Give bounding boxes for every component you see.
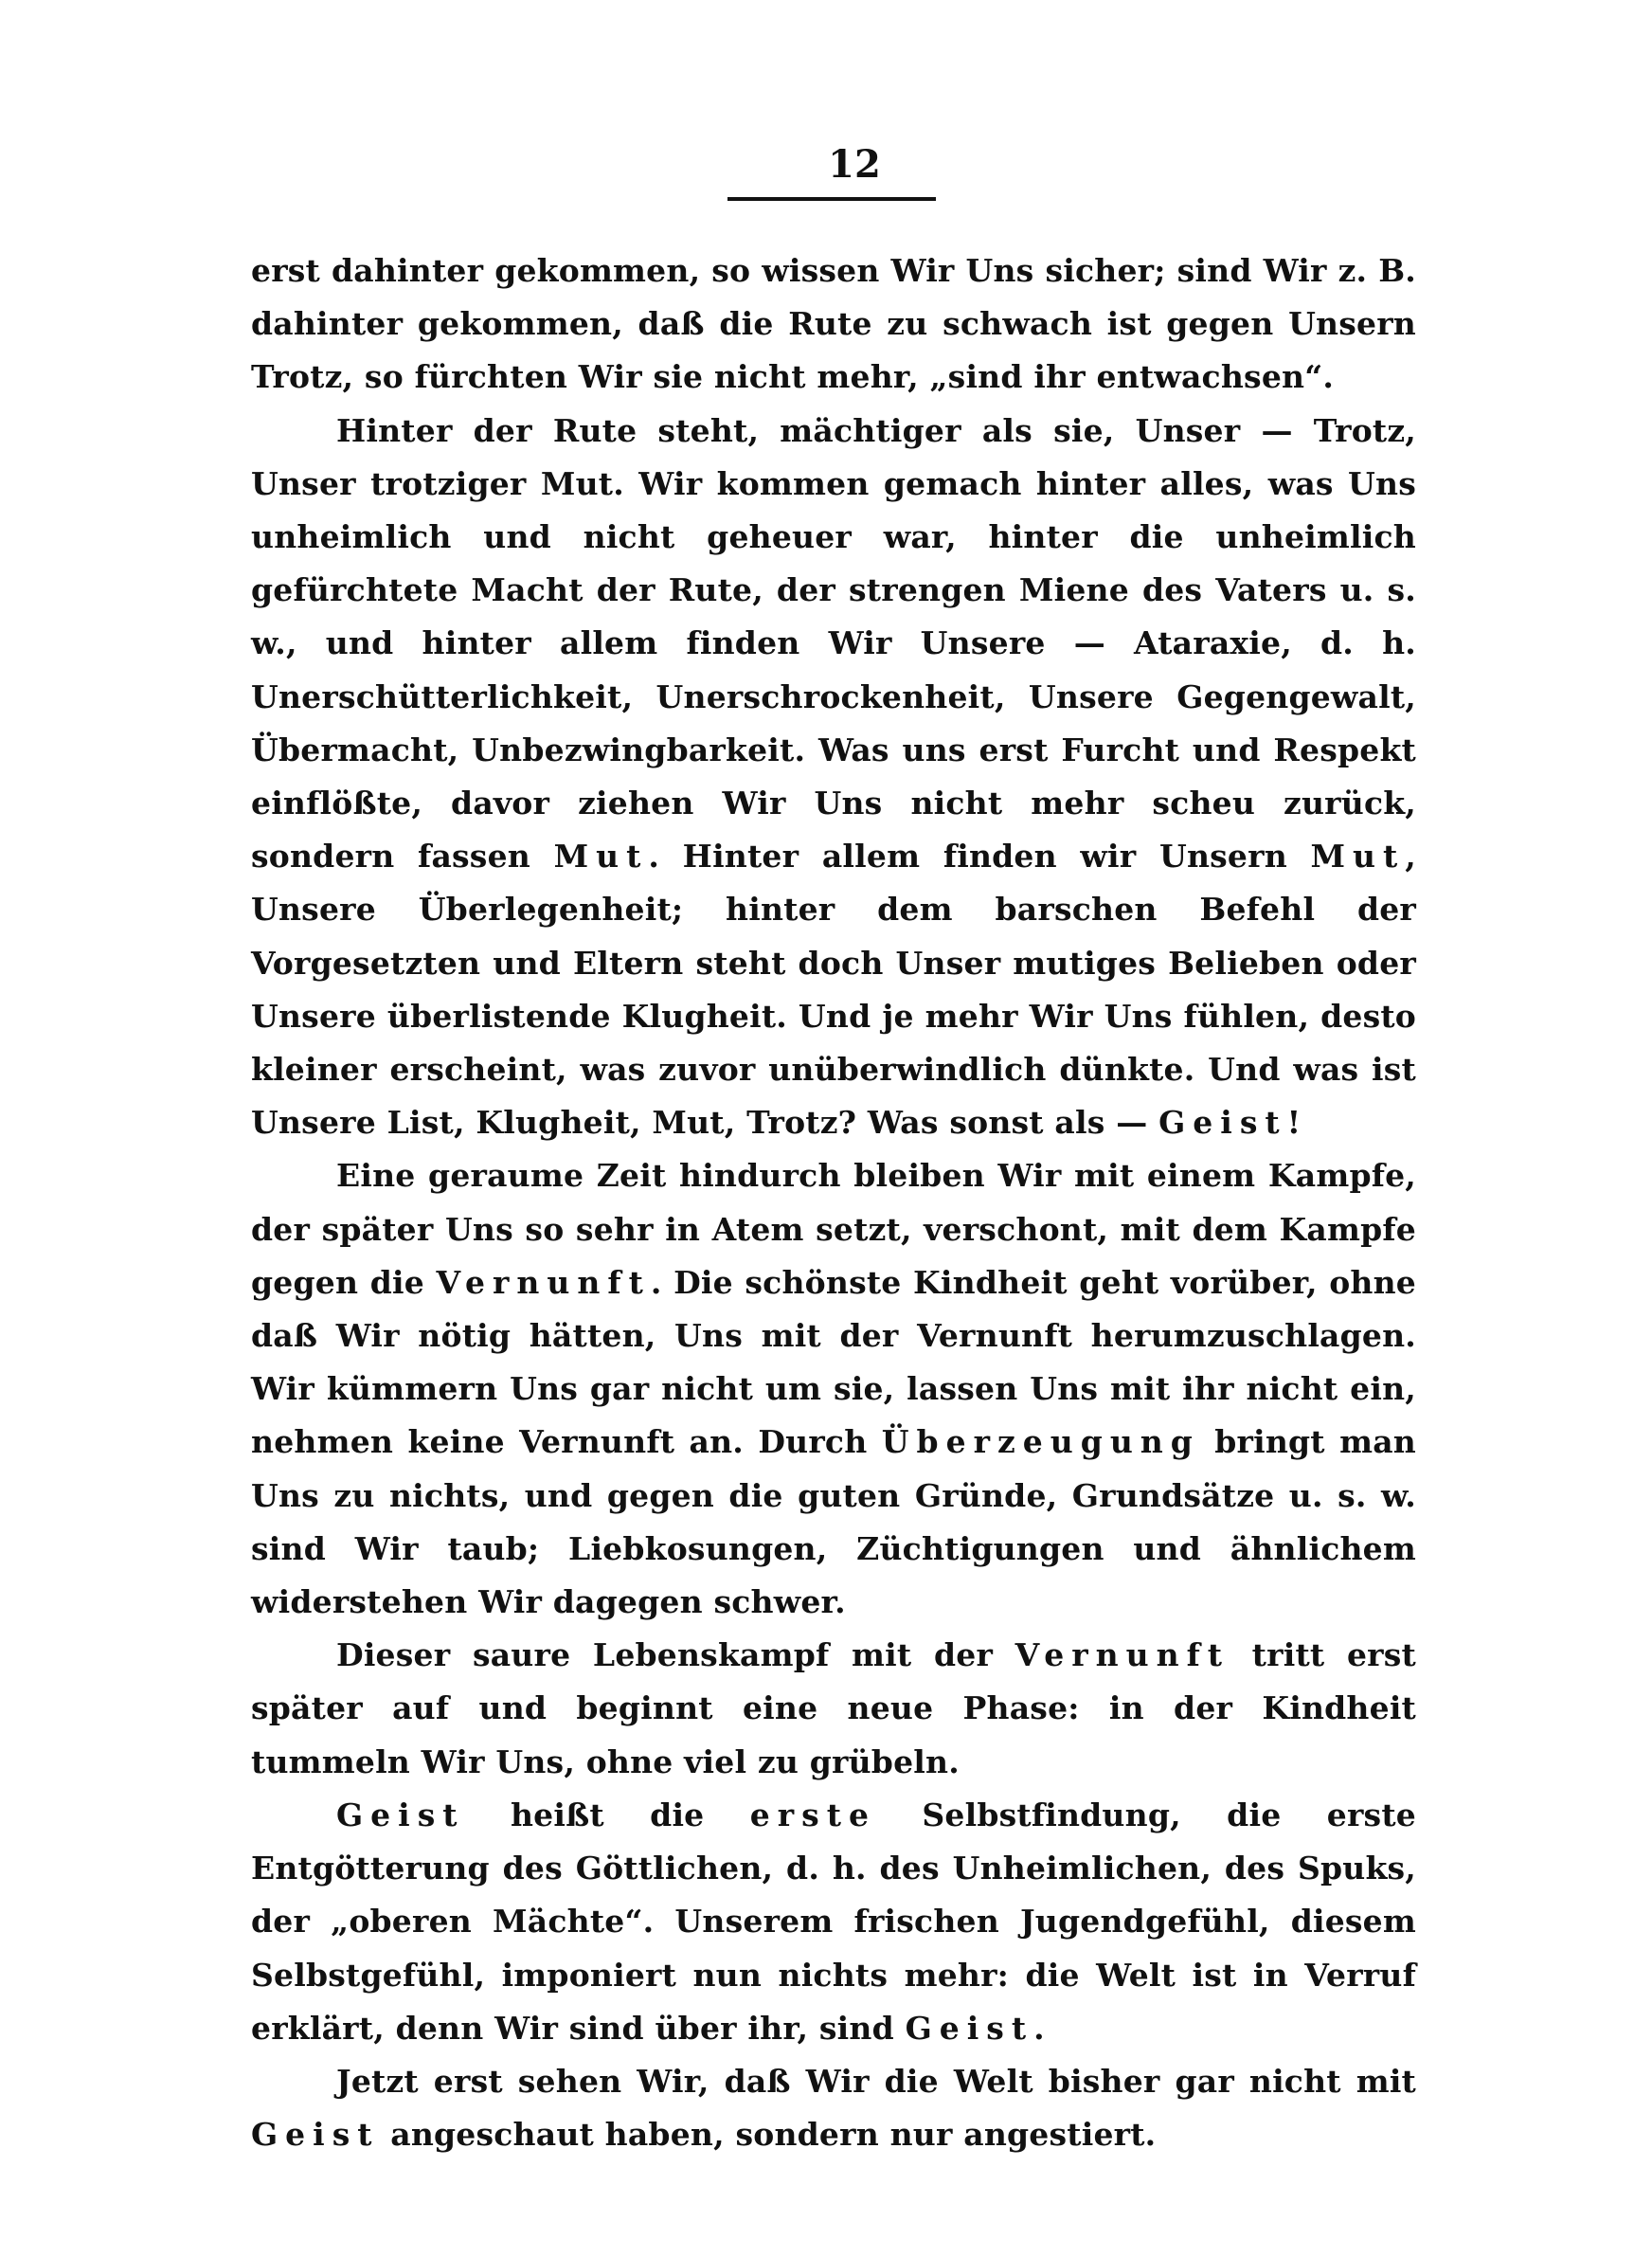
paragraph [251, 1629, 1416, 1789]
emphasized-text: Geist [251, 2116, 380, 2154]
text-segment: ! [1286, 1104, 1302, 1142]
header-rule [727, 197, 936, 201]
text-segment: angeschaut haben, sondern nur angestiert. [379, 2116, 1157, 2154]
emphasized-text: erste [749, 1796, 876, 1833]
emphasized-text: Geist [336, 1796, 465, 1833]
paragraph [251, 1789, 1416, 2055]
emphasized-text: Mut [553, 838, 649, 876]
emphasized-text: Vernunft [1015, 1636, 1230, 1674]
text-segment: . [1033, 2009, 1045, 2047]
text-segment: erst dahinter gekommen, so wissen Wir Uns sicher; sind Wir z. B. dahinter gekommen, daß die Rute zu schwach ist gegen Unsern Trotz, so fürchten Wir sie nicht mehr, „sind ihr entwachsen“. [251, 252, 1416, 396]
text-segment: . Hinter allem finden wir Unsern [648, 838, 1311, 876]
emphasized-text: Geist [905, 2009, 1034, 2047]
paragraph [251, 2055, 1416, 2161]
page-number: 12 [828, 142, 881, 187]
text-segment: bringt man Uns zu nichts, und gegen die guten Gründe, Grundsätze u. s. w. sind Wir taub; Liebkosungen, Züchtigungen und ähnlichem widerstehen Wir dagegen schwer. [251, 1423, 1417, 1621]
paragraph [251, 244, 1416, 405]
text-segment: Selbstfindung, die erste Entgötterung des Göttlichen, d. h. des Unheimlichen, des Spuks, der „oberen Mächte“. Unserem frischen Jugendgefühl, diesem Selbstgefühl, imponiert nun nichts mehr: die Welt ist in Verruf erklärt, denn Wir sind über ihr, sind [251, 1796, 1416, 2047]
text-segment: Eine geraume Zeit hindurch bleiben Wir mit einem Kampfe, der später Uns so sehr in Atem setzt, verschont, mit dem Kampfe gegen die [251, 1157, 1416, 1301]
emphasized-text: Geist [1158, 1104, 1287, 1142]
text-segment: . Die schönste Kindheit geht vorüber, ohne daß Wir nötig hätten, Uns mit der Vernunft herumzuschlagen. Wir kümmern Uns gar nicht um sie, lassen Uns mit ihr nicht ein, nehmen keine Vernunft an. Durch [251, 1263, 1416, 1461]
paragraph [251, 405, 1416, 1150]
emphasized-text: Überzeugung [881, 1423, 1200, 1461]
text-segment: Hinter der Rute steht, mächtiger als sie, Unser — Trotz, Unser trotziger Mut. Wir kommen gemach hinter alles, was Uns unheimlich und nicht geheuer war, hinter die unheimlich gefürchtete Macht der Rute, der strengen Miene des Vaters u. s. w., und hinter allem finden Wir Unsere — Ataraxie, d. h. Unerschütterlichkeit, Unerschrockenheit, Unsere Gegengewalt, Übermacht, Unbezwingbarkeit. Was uns erst Furcht und Respekt einflößte, davor ziehen Wir Uns nicht mehr scheu zurück, sondern fassen [251, 411, 1416, 876]
text-segment: , Unsere Überlegenheit; hinter dem barschen Befehl der Vorgesetzten und Eltern steht doch Unser mutiges Belieben oder Unsere überlistende Klugheit. Und je mehr Wir Uns fühlen, desto kleiner erscheint, was zuvor unüberwindlich dünkte. Und was ist Unsere List, Klugheit, Mut, Trotz? Was sonst als — [251, 838, 1416, 1142]
emphasized-text: Mut [1310, 838, 1406, 876]
text-segment: heißt die [464, 1796, 750, 1833]
text-segment: Jetzt erst sehen Wir, daß Wir die Welt bisher gar nicht mit [336, 2062, 1416, 2100]
text-segment: tritt erst später auf und beginnt eine neue Phase: in der Kindheit tummeln Wir Uns, ohne viel zu grübeln. [251, 1636, 1416, 1780]
text-segment: Dieser saure Lebenskampf mit der [336, 1636, 1015, 1674]
body-text [251, 244, 1416, 2161]
emphasized-text: Vernunft [436, 1263, 651, 1301]
paragraph [251, 1149, 1416, 1629]
